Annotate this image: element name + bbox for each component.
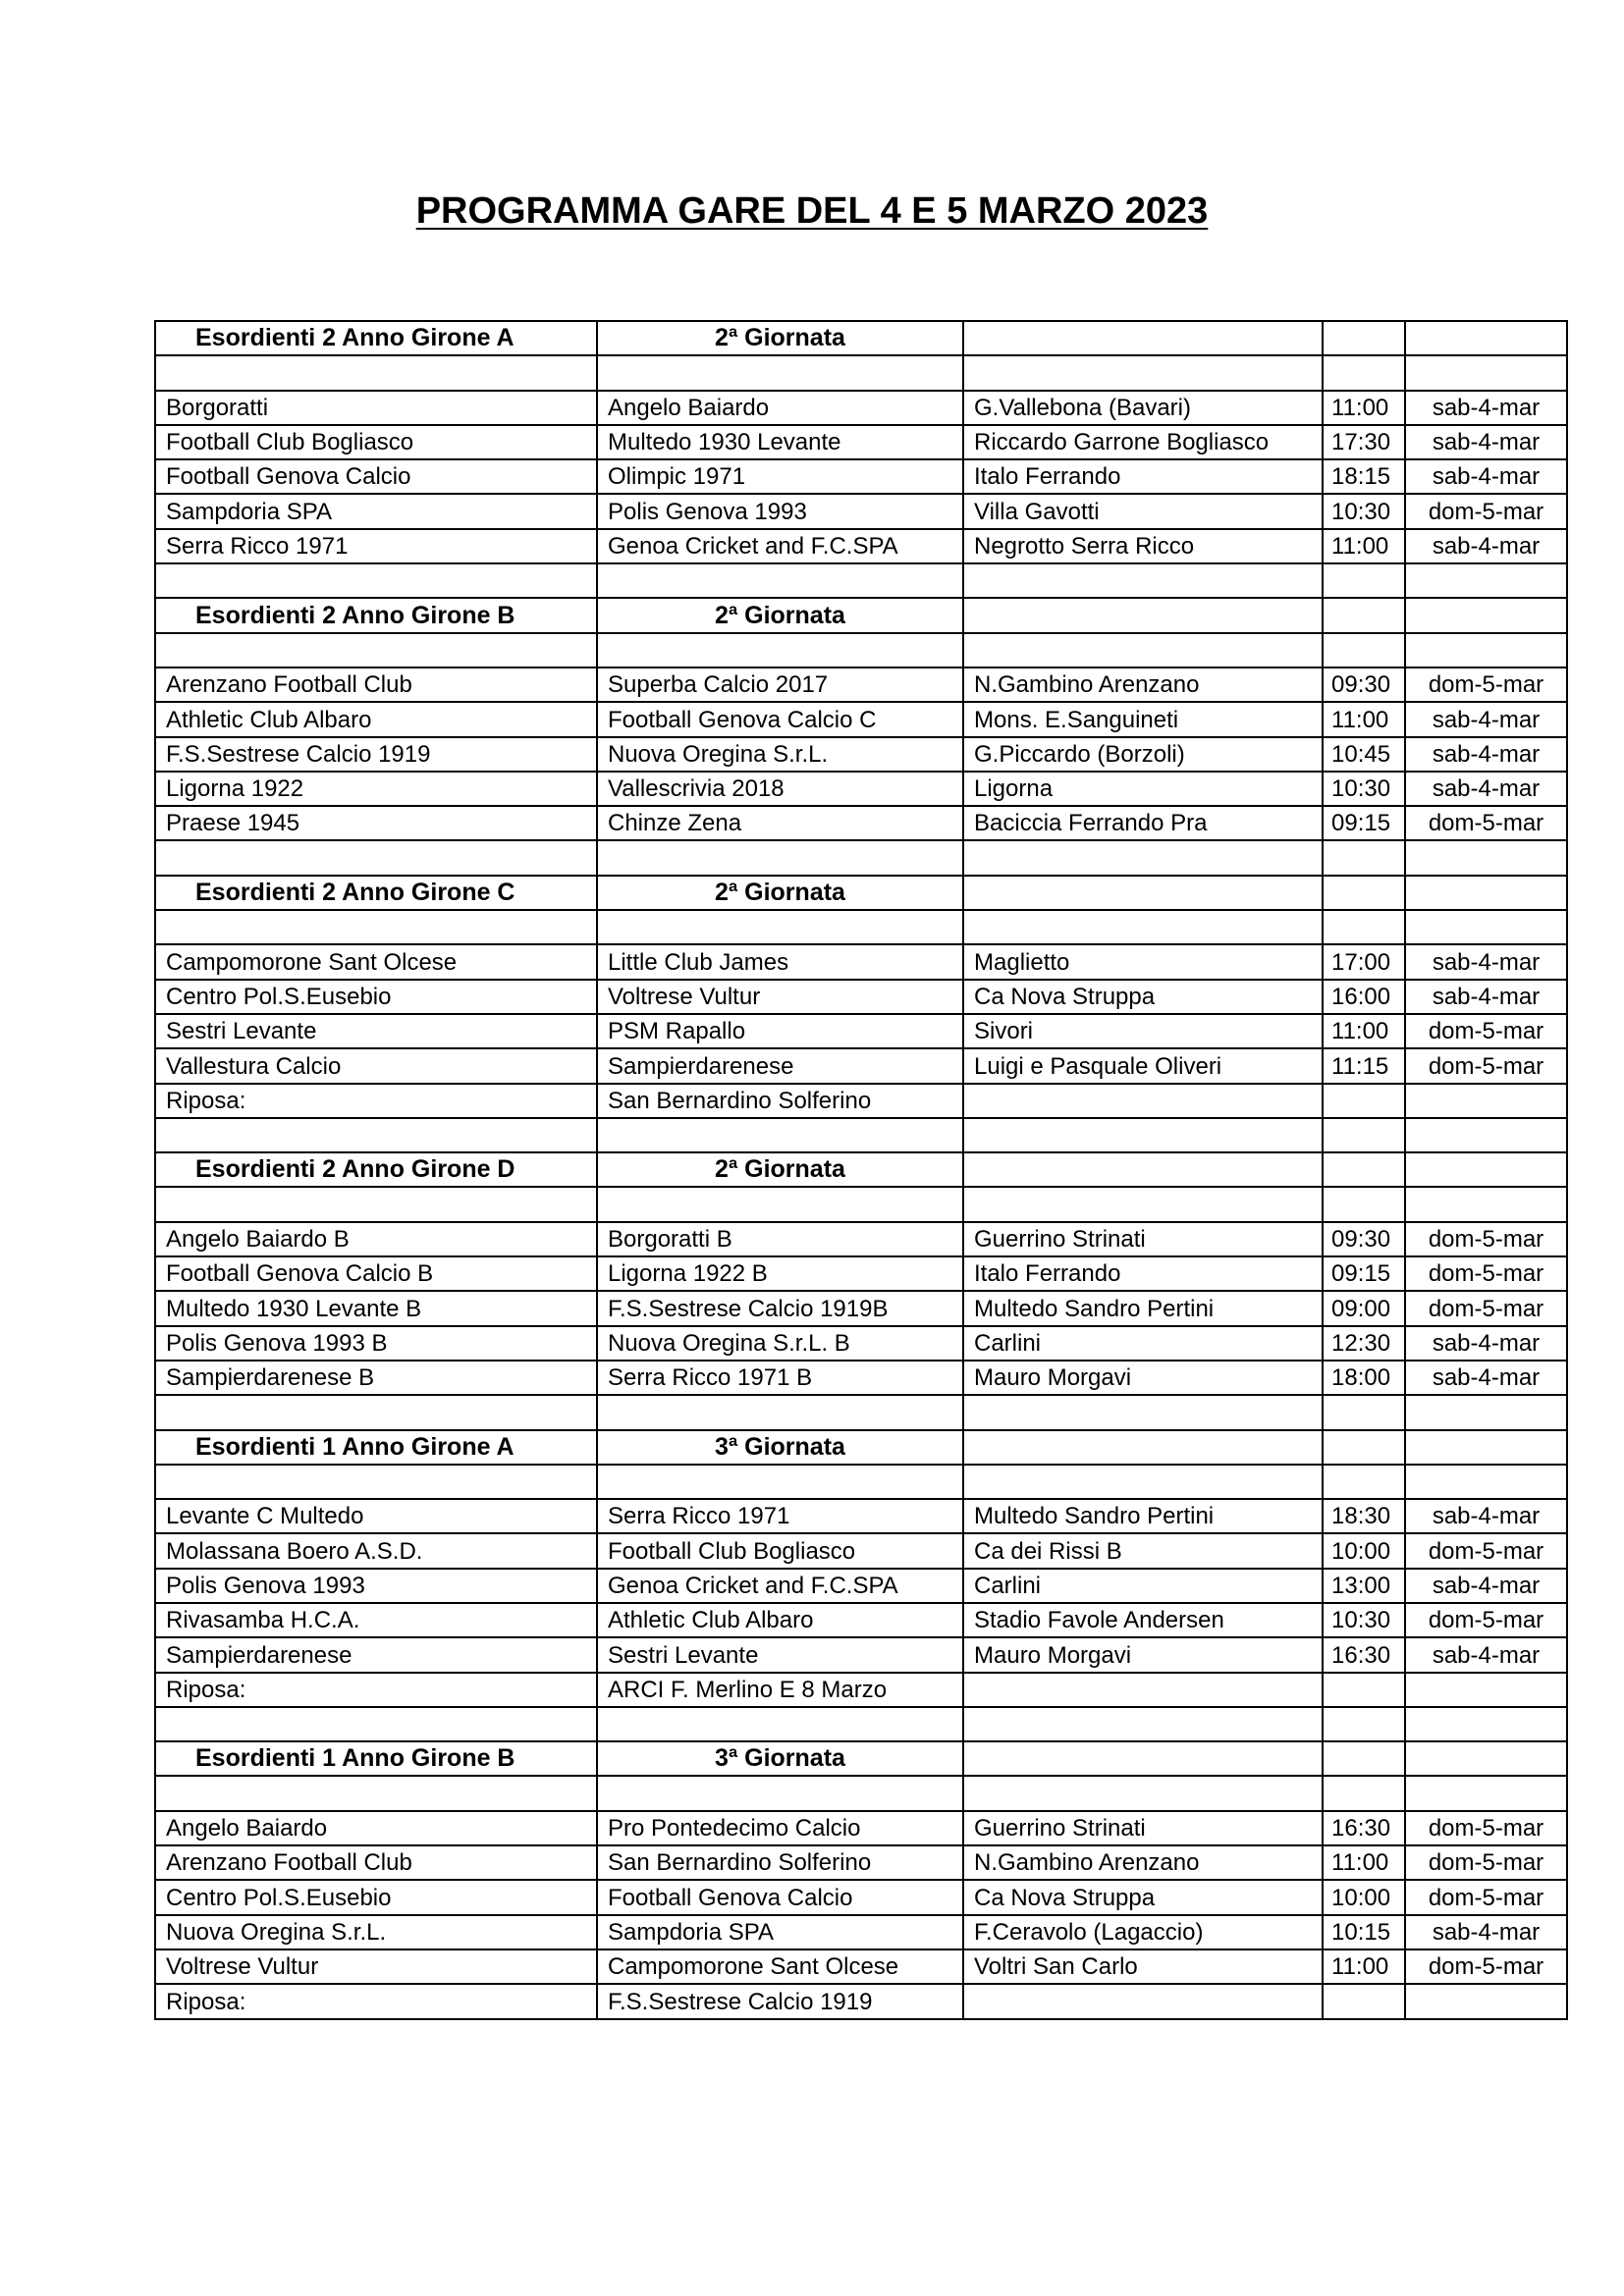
- empty-cell: [155, 1395, 597, 1429]
- home-team-cell: Centro Pol.S.Eusebio: [155, 980, 597, 1014]
- empty-cell: [963, 1187, 1323, 1221]
- group-name: Esordienti 2 Anno Girone C: [155, 876, 597, 910]
- time-cell: 17:30: [1323, 425, 1405, 459]
- time-cell: 11:00: [1323, 1014, 1405, 1048]
- away-team-cell: Campomorone Sant Olcese: [597, 1949, 963, 1984]
- date-cell: dom-5-mar: [1405, 1811, 1567, 1845]
- date-cell: [1405, 1084, 1567, 1118]
- empty-cell: [963, 598, 1323, 632]
- time-cell: 11:00: [1323, 1845, 1405, 1880]
- match-row: [155, 772, 1567, 806]
- group-name: Esordienti 2 Anno Girone B: [155, 598, 597, 632]
- spacer-row: [155, 1395, 1567, 1429]
- match-row: [155, 944, 1567, 979]
- match-row: [155, 980, 1567, 1014]
- spacer-row: [155, 840, 1567, 875]
- group-header-row: [155, 321, 1567, 355]
- empty-cell: [597, 1776, 963, 1810]
- spacer-row: [155, 1776, 1567, 1810]
- empty-cell: [963, 1395, 1323, 1429]
- time-cell: 10:00: [1323, 1880, 1405, 1914]
- empty-cell: [963, 321, 1323, 355]
- date-cell: dom-5-mar: [1405, 1014, 1567, 1048]
- empty-cell: [963, 1430, 1323, 1465]
- round-label: 2ª Giornata: [597, 598, 963, 632]
- home-team-cell: Ligorna 1922: [155, 772, 597, 806]
- match-row: [155, 1291, 1567, 1325]
- match-row: [155, 1673, 1567, 1707]
- date-cell: sab-4-mar: [1405, 980, 1567, 1014]
- empty-cell: [963, 1118, 1323, 1152]
- date-cell: sab-4-mar: [1405, 1326, 1567, 1361]
- match-row: [155, 1915, 1567, 1949]
- date-cell: [1405, 1984, 1567, 2018]
- empty-cell: [155, 840, 597, 875]
- empty-cell: [1405, 1395, 1567, 1429]
- empty-cell: [1405, 1707, 1567, 1741]
- away-team-cell: Athletic Club Albaro: [597, 1603, 963, 1637]
- home-team-cell: Polis Genova 1993: [155, 1569, 597, 1603]
- away-team-cell: F.S.Sestrese Calcio 1919: [597, 1984, 963, 2018]
- match-row: [155, 1880, 1567, 1914]
- venue-cell: Italo Ferrando: [963, 1256, 1323, 1291]
- match-row: [155, 1637, 1567, 1672]
- home-team-cell: Sampdoria SPA: [155, 494, 597, 528]
- empty-cell: [1323, 355, 1405, 390]
- date-cell: dom-5-mar: [1405, 1603, 1567, 1637]
- date-cell: dom-5-mar: [1405, 667, 1567, 702]
- away-team-cell: Multedo 1930 Levante: [597, 425, 963, 459]
- away-team-cell: ARCI F. Merlino E 8 Marzo: [597, 1673, 963, 1707]
- time-cell: 11:00: [1323, 529, 1405, 563]
- date-cell: dom-5-mar: [1405, 1222, 1567, 1256]
- round-label: 2ª Giornata: [597, 1152, 963, 1187]
- empty-cell: [155, 633, 597, 667]
- home-team-cell: Molassana Boero A.S.D.: [155, 1533, 597, 1568]
- time-cell: 11:15: [1323, 1048, 1405, 1083]
- empty-cell: [155, 1187, 597, 1221]
- date-cell: [1405, 1673, 1567, 1707]
- away-team-cell: Sampdoria SPA: [597, 1915, 963, 1949]
- away-team-cell: Voltrese Vultur: [597, 980, 963, 1014]
- venue-cell: Carlini: [963, 1326, 1323, 1361]
- empty-cell: [1405, 876, 1567, 910]
- home-team-cell: Athletic Club Albaro: [155, 702, 597, 736]
- time-cell: 09:30: [1323, 1222, 1405, 1256]
- schedule-body: [155, 321, 1567, 2019]
- time-cell: 09:30: [1323, 667, 1405, 702]
- empty-cell: [597, 633, 963, 667]
- venue-cell: Maglietto: [963, 944, 1323, 979]
- venue-cell: Negrotto Serra Ricco: [963, 529, 1323, 563]
- empty-cell: [1405, 910, 1567, 944]
- home-team-cell: F.S.Sestrese Calcio 1919: [155, 737, 597, 772]
- venue-cell: Mons. E.Sanguineti: [963, 702, 1323, 736]
- spacer-row: [155, 633, 1567, 667]
- venue-cell: F.Ceravolo (Lagaccio): [963, 1915, 1323, 1949]
- spacer-row: [155, 1118, 1567, 1152]
- date-cell: sab-4-mar: [1405, 459, 1567, 494]
- date-cell: sab-4-mar: [1405, 737, 1567, 772]
- home-team-cell: Borgoratti: [155, 391, 597, 425]
- date-cell: sab-4-mar: [1405, 1915, 1567, 1949]
- empty-cell: [155, 1776, 597, 1810]
- match-row: [155, 1326, 1567, 1361]
- empty-cell: [597, 840, 963, 875]
- empty-cell: [1405, 1465, 1567, 1499]
- date-cell: sab-4-mar: [1405, 1637, 1567, 1672]
- empty-cell: [1323, 876, 1405, 910]
- away-team-cell: Sampierdarenese: [597, 1048, 963, 1083]
- time-cell: 11:00: [1323, 1949, 1405, 1984]
- time-cell: 09:15: [1323, 806, 1405, 840]
- spacer-row: [155, 355, 1567, 390]
- venue-cell: Baciccia Ferrando Pra: [963, 806, 1323, 840]
- time-cell: 10:00: [1323, 1533, 1405, 1568]
- empty-cell: [963, 840, 1323, 875]
- date-cell: sab-4-mar: [1405, 1499, 1567, 1533]
- away-team-cell: Serra Ricco 1971: [597, 1499, 963, 1533]
- group-name: Esordienti 2 Anno Girone D: [155, 1152, 597, 1187]
- date-cell: sab-4-mar: [1405, 944, 1567, 979]
- empty-cell: [1323, 633, 1405, 667]
- empty-cell: [155, 1707, 597, 1741]
- venue-cell: Mauro Morgavi: [963, 1361, 1323, 1395]
- empty-cell: [597, 1707, 963, 1741]
- time-cell: 16:00: [1323, 980, 1405, 1014]
- venue-cell: [963, 1084, 1323, 1118]
- spacer-row: [155, 1465, 1567, 1499]
- empty-cell: [597, 563, 963, 598]
- venue-cell: Ca Nova Struppa: [963, 980, 1323, 1014]
- empty-cell: [963, 1465, 1323, 1499]
- away-team-cell: Olimpic 1971: [597, 459, 963, 494]
- group-name: Esordienti 1 Anno Girone A: [155, 1430, 597, 1465]
- away-team-cell: Genoa Cricket and F.C.SPA: [597, 1569, 963, 1603]
- group-name: Esordienti 1 Anno Girone B: [155, 1741, 597, 1776]
- empty-cell: [1405, 1152, 1567, 1187]
- time-cell: [1323, 1084, 1405, 1118]
- date-cell: sab-4-mar: [1405, 425, 1567, 459]
- match-row: [155, 1014, 1567, 1048]
- page-title: PROGRAMMA GARE DEL 4 E 5 MARZO 2023: [415, 190, 1209, 232]
- empty-cell: [597, 1395, 963, 1429]
- venue-cell: N.Gambino Arenzano: [963, 667, 1323, 702]
- date-cell: dom-5-mar: [1405, 1256, 1567, 1291]
- home-team-cell: Vallestura Calcio: [155, 1048, 597, 1083]
- match-row: [155, 1084, 1567, 1118]
- venue-cell: Voltri San Carlo: [963, 1949, 1323, 1984]
- match-row: [155, 737, 1567, 772]
- venue-cell: Guerrino Strinati: [963, 1811, 1323, 1845]
- home-team-cell: Nuova Oregina S.r.L.: [155, 1915, 597, 1949]
- empty-cell: [1323, 1118, 1405, 1152]
- home-team-cell: Riposa:: [155, 1084, 597, 1118]
- away-team-cell: Little Club James: [597, 944, 963, 979]
- empty-cell: [1323, 840, 1405, 875]
- round-label: 2ª Giornata: [597, 876, 963, 910]
- empty-cell: [963, 1152, 1323, 1187]
- match-row: [155, 1569, 1567, 1603]
- away-team-cell: San Bernardino Solferino: [597, 1084, 963, 1118]
- venue-cell: Riccardo Garrone Bogliasco: [963, 425, 1323, 459]
- empty-cell: [1405, 321, 1567, 355]
- home-team-cell: Multedo 1930 Levante B: [155, 1291, 597, 1325]
- home-team-cell: Rivasamba H.C.A.: [155, 1603, 597, 1637]
- time-cell: 18:00: [1323, 1361, 1405, 1395]
- away-team-cell: Nuova Oregina S.r.L.: [597, 737, 963, 772]
- empty-cell: [155, 1465, 597, 1499]
- time-cell: 17:00: [1323, 944, 1405, 979]
- empty-cell: [1405, 840, 1567, 875]
- venue-cell: Guerrino Strinati: [963, 1222, 1323, 1256]
- date-cell: dom-5-mar: [1405, 1949, 1567, 1984]
- match-row: [155, 529, 1567, 563]
- away-team-cell: Superba Calcio 2017: [597, 667, 963, 702]
- time-cell: 16:30: [1323, 1637, 1405, 1672]
- time-cell: 11:00: [1323, 391, 1405, 425]
- empty-cell: [1323, 1776, 1405, 1810]
- home-team-cell: Sampierdarenese: [155, 1637, 597, 1672]
- venue-cell: Stadio Favole Andersen: [963, 1603, 1323, 1637]
- time-cell: 09:15: [1323, 1256, 1405, 1291]
- empty-cell: [1323, 1430, 1405, 1465]
- venue-cell: G.Vallebona (Bavari): [963, 391, 1323, 425]
- empty-cell: [1405, 1776, 1567, 1810]
- round-label: 2ª Giornata: [597, 321, 963, 355]
- match-row: [155, 1256, 1567, 1291]
- away-team-cell: Angelo Baiardo: [597, 391, 963, 425]
- time-cell: 10:30: [1323, 772, 1405, 806]
- date-cell: dom-5-mar: [1405, 806, 1567, 840]
- date-cell: dom-5-mar: [1405, 494, 1567, 528]
- home-team-cell: Arenzano Football Club: [155, 667, 597, 702]
- empty-cell: [1323, 1395, 1405, 1429]
- empty-cell: [963, 1741, 1323, 1776]
- venue-cell: Ligorna: [963, 772, 1323, 806]
- match-row: [155, 806, 1567, 840]
- home-team-cell: Levante C Multedo: [155, 1499, 597, 1533]
- date-cell: sab-4-mar: [1405, 772, 1567, 806]
- empty-cell: [1405, 1430, 1567, 1465]
- match-row: [155, 667, 1567, 702]
- match-row: [155, 1499, 1567, 1533]
- away-team-cell: Sestri Levante: [597, 1637, 963, 1672]
- match-row: [155, 494, 1567, 528]
- empty-cell: [1405, 355, 1567, 390]
- home-team-cell: Voltrese Vultur: [155, 1949, 597, 1984]
- match-row: [155, 391, 1567, 425]
- group-header-row: [155, 1152, 1567, 1187]
- venue-cell: Villa Gavotti: [963, 494, 1323, 528]
- away-team-cell: Serra Ricco 1971 B: [597, 1361, 963, 1395]
- empty-cell: [597, 355, 963, 390]
- empty-cell: [1323, 1187, 1405, 1221]
- home-team-cell: Arenzano Football Club: [155, 1845, 597, 1880]
- empty-cell: [1323, 910, 1405, 944]
- match-row: [155, 425, 1567, 459]
- time-cell: 18:30: [1323, 1499, 1405, 1533]
- time-cell: 10:30: [1323, 1603, 1405, 1637]
- empty-cell: [1323, 1152, 1405, 1187]
- empty-cell: [1323, 321, 1405, 355]
- empty-cell: [597, 1465, 963, 1499]
- schedule-table: [154, 320, 1568, 2020]
- empty-cell: [963, 1707, 1323, 1741]
- home-team-cell: Serra Ricco 1971: [155, 529, 597, 563]
- away-team-cell: Chinze Zena: [597, 806, 963, 840]
- venue-cell: Sivori: [963, 1014, 1323, 1048]
- empty-cell: [1323, 1707, 1405, 1741]
- empty-cell: [1405, 633, 1567, 667]
- group-name: Esordienti 2 Anno Girone A: [155, 321, 597, 355]
- date-cell: sab-4-mar: [1405, 391, 1567, 425]
- match-row: [155, 1361, 1567, 1395]
- time-cell: 13:00: [1323, 1569, 1405, 1603]
- away-team-cell: San Bernardino Solferino: [597, 1845, 963, 1880]
- group-header-row: [155, 1741, 1567, 1776]
- match-row: [155, 1984, 1567, 2018]
- away-team-cell: Football Club Bogliasco: [597, 1533, 963, 1568]
- empty-cell: [155, 910, 597, 944]
- empty-cell: [1323, 598, 1405, 632]
- home-team-cell: Football Genova Calcio: [155, 459, 597, 494]
- home-team-cell: Sampierdarenese B: [155, 1361, 597, 1395]
- date-cell: dom-5-mar: [1405, 1533, 1567, 1568]
- empty-cell: [155, 355, 597, 390]
- date-cell: dom-5-mar: [1405, 1880, 1567, 1914]
- home-team-cell: Riposa:: [155, 1673, 597, 1707]
- empty-cell: [597, 910, 963, 944]
- time-cell: [1323, 1984, 1405, 2018]
- spacer-row: [155, 910, 1567, 944]
- date-cell: dom-5-mar: [1405, 1845, 1567, 1880]
- home-team-cell: Angelo Baiardo: [155, 1811, 597, 1845]
- empty-cell: [155, 1118, 597, 1152]
- match-row: [155, 1048, 1567, 1083]
- empty-cell: [1405, 1118, 1567, 1152]
- time-cell: [1323, 1673, 1405, 1707]
- away-team-cell: Genoa Cricket and F.C.SPA: [597, 529, 963, 563]
- venue-cell: G.Piccardo (Borzoli): [963, 737, 1323, 772]
- venue-cell: [963, 1673, 1323, 1707]
- date-cell: sab-4-mar: [1405, 1569, 1567, 1603]
- group-header-row: [155, 598, 1567, 632]
- time-cell: 09:00: [1323, 1291, 1405, 1325]
- round-label: 3ª Giornata: [597, 1741, 963, 1776]
- time-cell: 16:30: [1323, 1811, 1405, 1845]
- match-row: [155, 1949, 1567, 1984]
- empty-cell: [1405, 563, 1567, 598]
- empty-cell: [1323, 563, 1405, 598]
- away-team-cell: Borgoratti B: [597, 1222, 963, 1256]
- empty-cell: [963, 633, 1323, 667]
- spacer-row: [155, 563, 1567, 598]
- empty-cell: [597, 1187, 963, 1221]
- match-row: [155, 1845, 1567, 1880]
- away-team-cell: PSM Rapallo: [597, 1014, 963, 1048]
- date-cell: sab-4-mar: [1405, 529, 1567, 563]
- empty-cell: [1323, 1741, 1405, 1776]
- venue-cell: Ca dei Rissi B: [963, 1533, 1323, 1568]
- away-team-cell: Football Genova Calcio C: [597, 702, 963, 736]
- empty-cell: [1323, 1465, 1405, 1499]
- home-team-cell: Angelo Baiardo B: [155, 1222, 597, 1256]
- venue-cell: Multedo Sandro Pertini: [963, 1499, 1323, 1533]
- home-team-cell: Sestri Levante: [155, 1014, 597, 1048]
- time-cell: 10:30: [1323, 494, 1405, 528]
- match-row: [155, 1811, 1567, 1845]
- group-header-row: [155, 1430, 1567, 1465]
- home-team-cell: Polis Genova 1993 B: [155, 1326, 597, 1361]
- spacer-row: [155, 1187, 1567, 1221]
- empty-cell: [1405, 1187, 1567, 1221]
- match-row: [155, 459, 1567, 494]
- away-team-cell: Ligorna 1922 B: [597, 1256, 963, 1291]
- date-cell: dom-5-mar: [1405, 1291, 1567, 1325]
- venue-cell: Carlini: [963, 1569, 1323, 1603]
- venue-cell: Multedo Sandro Pertini: [963, 1291, 1323, 1325]
- empty-cell: [1405, 598, 1567, 632]
- date-cell: sab-4-mar: [1405, 702, 1567, 736]
- time-cell: 10:15: [1323, 1915, 1405, 1949]
- home-team-cell: Football Club Bogliasco: [155, 425, 597, 459]
- time-cell: 11:00: [1323, 702, 1405, 736]
- venue-cell: Ca Nova Struppa: [963, 1880, 1323, 1914]
- match-row: [155, 702, 1567, 736]
- venue-cell: [963, 1984, 1323, 2018]
- time-cell: 10:45: [1323, 737, 1405, 772]
- group-header-row: [155, 876, 1567, 910]
- date-cell: sab-4-mar: [1405, 1361, 1567, 1395]
- home-team-cell: Riposa:: [155, 1984, 597, 2018]
- venue-cell: N.Gambino Arenzano: [963, 1845, 1323, 1880]
- home-team-cell: Campomorone Sant Olcese: [155, 944, 597, 979]
- time-cell: 18:15: [1323, 459, 1405, 494]
- venue-cell: Mauro Morgavi: [963, 1637, 1323, 1672]
- venue-cell: Italo Ferrando: [963, 459, 1323, 494]
- away-team-cell: Vallescrivia 2018: [597, 772, 963, 806]
- spacer-row: [155, 1707, 1567, 1741]
- away-team-cell: Polis Genova 1993: [597, 494, 963, 528]
- empty-cell: [1405, 1741, 1567, 1776]
- venue-cell: Luigi e Pasquale Oliveri: [963, 1048, 1323, 1083]
- empty-cell: [155, 563, 597, 598]
- home-team-cell: Centro Pol.S.Eusebio: [155, 1880, 597, 1914]
- empty-cell: [963, 910, 1323, 944]
- empty-cell: [597, 1118, 963, 1152]
- match-row: [155, 1222, 1567, 1256]
- empty-cell: [963, 563, 1323, 598]
- match-row: [155, 1603, 1567, 1637]
- away-team-cell: Nuova Oregina S.r.L. B: [597, 1326, 963, 1361]
- match-row: [155, 1533, 1567, 1568]
- empty-cell: [963, 876, 1323, 910]
- away-team-cell: F.S.Sestrese Calcio 1919B: [597, 1291, 963, 1325]
- date-cell: dom-5-mar: [1405, 1048, 1567, 1083]
- empty-cell: [963, 1776, 1323, 1810]
- home-team-cell: Praese 1945: [155, 806, 597, 840]
- home-team-cell: Football Genova Calcio B: [155, 1256, 597, 1291]
- time-cell: 12:30: [1323, 1326, 1405, 1361]
- empty-cell: [963, 355, 1323, 390]
- away-team-cell: Football Genova Calcio: [597, 1880, 963, 1914]
- round-label: 3ª Giornata: [597, 1430, 963, 1465]
- away-team-cell: Pro Pontedecimo Calcio: [597, 1811, 963, 1845]
